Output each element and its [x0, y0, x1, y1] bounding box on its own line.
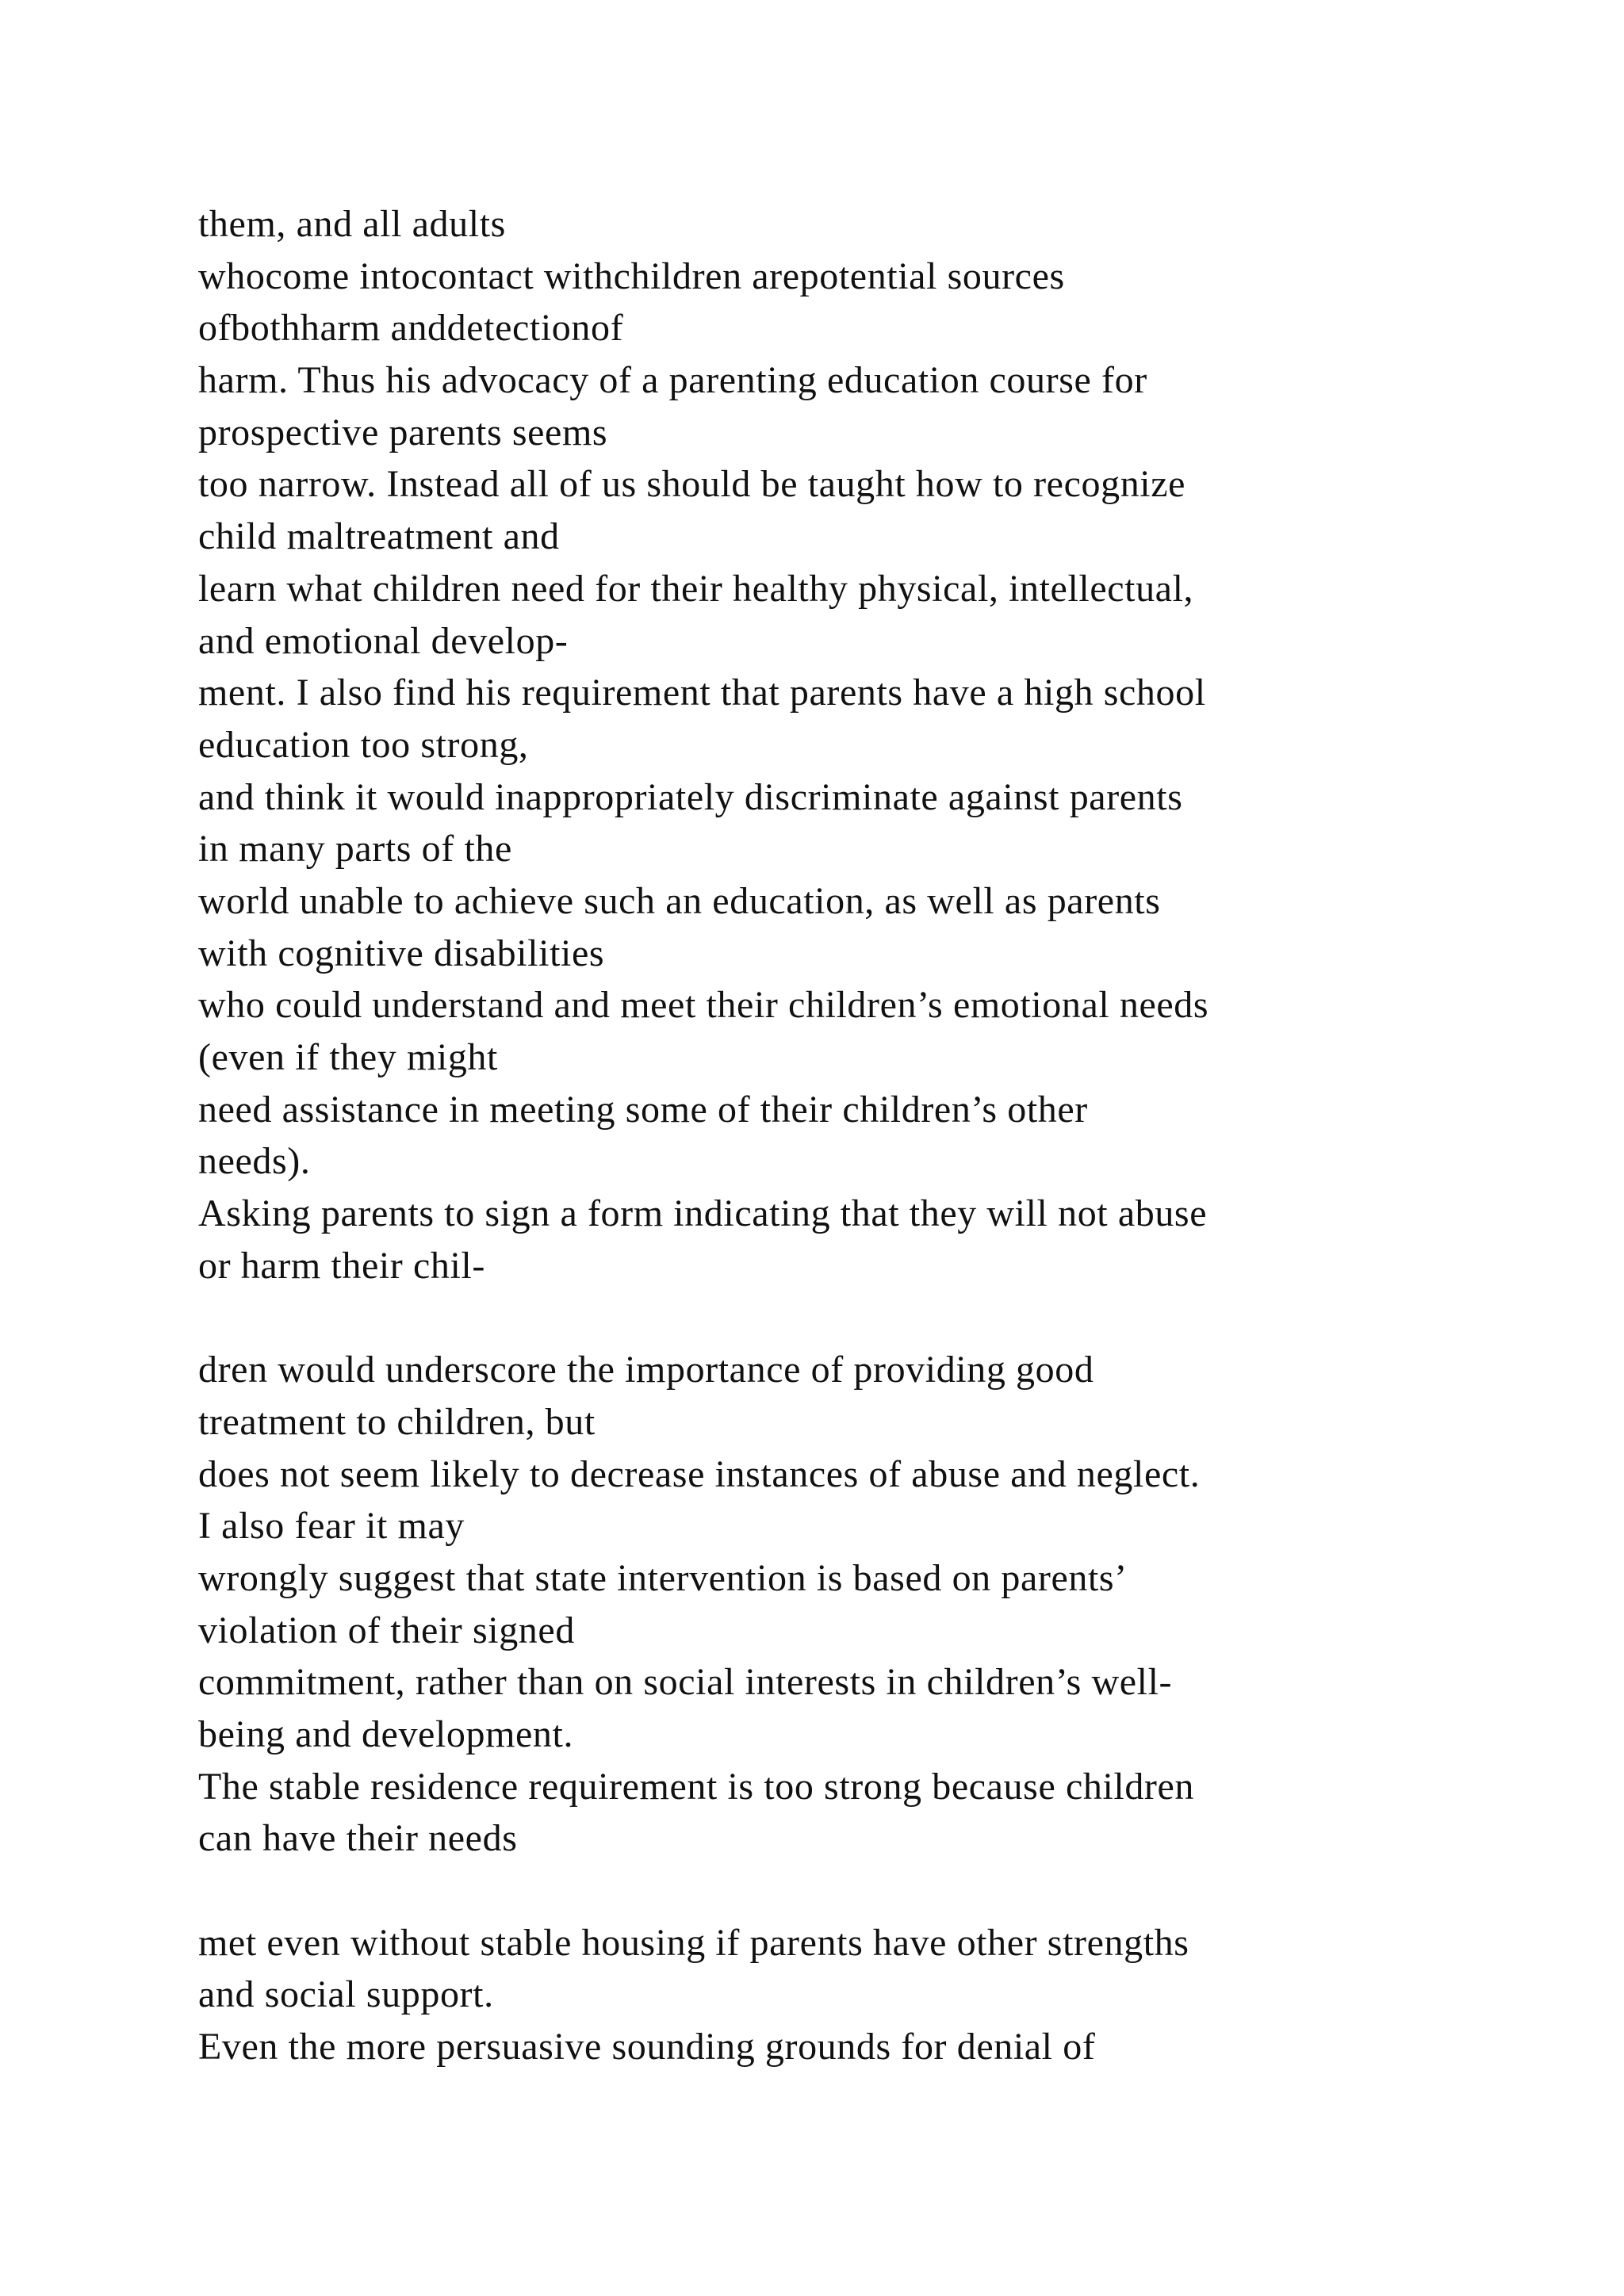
text-line: them, and all adults: [198, 203, 506, 245]
text-line: whocome intocontact withchildren arepotential sources: [198, 254, 1065, 297]
text-line: and social support.: [198, 1973, 494, 2016]
text-line: in many parts of the: [198, 828, 512, 871]
text-line: with cognitive disabilities: [198, 932, 605, 974]
text-line: wrongly suggest that state intervention is based on parents’: [198, 1556, 1128, 1599]
body-text: [198, 198, 1499, 2073]
text-line: Asking parents to sign a form indicating that they will not abuse: [198, 1192, 1208, 1235]
text-line: ment. I also find his requirement that parents have a high school: [198, 672, 1206, 714]
text-line: who could understand and meet their children’s emotional needs: [198, 984, 1209, 1027]
text-line: (even if they might: [198, 1036, 498, 1078]
text-line: or harm their chil-: [198, 1244, 485, 1287]
text-line: commitment, rather than on social interests in children’s well-: [198, 1661, 1173, 1704]
text-line: being and development.: [198, 1712, 574, 1755]
text-line: dren would underscore the importance of providing good: [198, 1349, 1094, 1391]
text-line: treatment to children, but: [198, 1400, 596, 1443]
blank-line: [198, 1865, 1499, 1917]
blank-line: [198, 1292, 1499, 1344]
text-line: can have their needs: [198, 1817, 518, 1860]
text-line: does not seem likely to decrease instances of abuse and neglect.: [198, 1452, 1201, 1495]
text-line: I also fear it may: [198, 1505, 465, 1548]
text-line: violation of their signed: [198, 1609, 575, 1651]
text-line: The stable residence requirement is too strong because children: [198, 1765, 1195, 1808]
text-line: harm. Thus his advocacy of a parenting education course for: [198, 359, 1147, 402]
text-line: met even without stable housing if parents have other strengths: [198, 1921, 1189, 1964]
text-line: Even the more persuasive sounding grounds for denial of: [198, 2026, 1096, 2068]
text-line: child maltreatment and: [198, 515, 560, 558]
text-line: and emotional develop-: [198, 619, 569, 662]
text-line: education too strong,: [198, 723, 529, 766]
text-line: learn what children need for their healthy physical, intellectual,: [198, 567, 1194, 610]
text-line: world unable to achieve such an education, as well as parents: [198, 879, 1161, 922]
text-line: too narrow. Instead all of us should be taught how to recognize: [198, 463, 1186, 506]
text-line: prospective parents seems: [198, 411, 608, 453]
text-line: need assistance in meeting some of their children’s other: [198, 1088, 1088, 1131]
text-line: and think it would inappropriately discriminate against parents: [198, 775, 1183, 818]
text-line: ofbothharm anddetectionof: [198, 307, 624, 350]
text-line: needs).: [198, 1140, 311, 1183]
